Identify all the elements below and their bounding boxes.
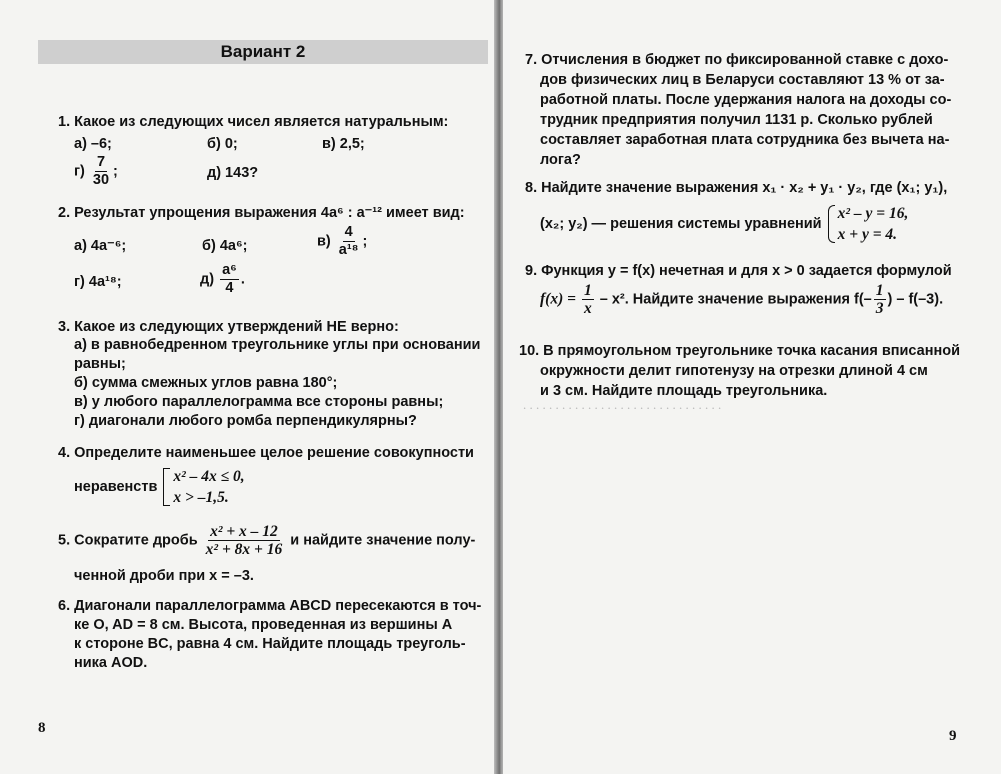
q3-option-g: г) диагонали любого ромба перпендикулярны?	[74, 413, 417, 429]
q1-option-b: б) 0;	[207, 136, 238, 152]
q1-option-a: а) –6;	[74, 136, 112, 152]
question-1: 1. Какое из следующих чисел является натуральным:	[58, 114, 449, 130]
q5-prefix: 5. Сократите дробь	[58, 532, 198, 549]
q3-option-a-line1: а) в равнобедренном треугольнике углы при основании	[74, 337, 481, 353]
q4-system	[74, 466, 245, 508]
q1-g-suffix: ;	[113, 163, 118, 180]
q2-d-numerator: a⁶	[222, 262, 237, 278]
q4-bracket-system	[161, 466, 244, 508]
question-10-line-3: и 3 см. Найдите площадь треугольника.	[540, 383, 828, 399]
q9-fraction-2	[874, 282, 886, 317]
q5-denominator: x² + 8x + 16	[205, 541, 283, 558]
question-5	[58, 523, 475, 558]
q9-f1-numerator: 1	[583, 282, 592, 299]
question-6-line-2: ке O, AD = 8 см. Высота, проведенная из вершины A	[74, 617, 453, 633]
question-6-line-1: 6. Диагонали параллелограмма ABCD пересекаются в точ-	[58, 598, 482, 614]
q9-f-prefix: f(x) =	[540, 290, 576, 308]
question-4: 4. Определите наименьшее целое решение совокупности	[58, 445, 474, 461]
q9-f2-denominator: 3	[875, 300, 884, 317]
question-7-line-6: лога?	[540, 152, 581, 168]
q9-f-suffix: ) – f(–3).	[887, 291, 944, 308]
question-10-line-2: окружности делит гипотенузу на отрезки длиной 4 см	[540, 363, 928, 379]
q2-d-denominator: 4	[225, 280, 234, 296]
q9-f2-numerator: 1	[875, 282, 884, 299]
question-7-line-1: 7. Отчисления в бюджет по фиксированной ставке с дохо-	[525, 52, 949, 68]
q2-v-fraction	[337, 224, 361, 259]
question-8-line-1: 8. Найдите значение выражения x₁ · x₂ + y₁ · y₂, где (x₁; y₁),	[525, 180, 948, 196]
question-2: 2. Результат упрощения выражения 4a⁶ : a⁻¹² имеет вид:	[58, 205, 465, 221]
q8-line-2-text: (x₂; y₂) — решения системы уравнений	[540, 216, 822, 232]
q2-d-suffix: .	[240, 271, 245, 288]
question-10-line-1: 10. В прямоугольном треугольнике точка касания вписанной	[519, 343, 961, 359]
page-number-right: 9	[949, 728, 957, 744]
q2-v-label: в)	[317, 233, 331, 250]
q2-option-a: а) 4a⁻⁶;	[74, 238, 127, 254]
q1-option-g	[74, 154, 118, 189]
q5-numerator: x² + x – 12	[210, 523, 278, 540]
question-7-line-5: составляет заработная плата сотрудника без вычета на-	[540, 132, 950, 148]
q1-option-v: в) 2,5;	[322, 136, 365, 152]
question-7-line-4: трудник предприятия получил 1131 р. Сколько рублей	[540, 112, 933, 128]
q3-option-a-line2: равны;	[74, 356, 126, 372]
q2-option-v	[317, 224, 367, 259]
q8-eq-2: x + y = 4.	[837, 226, 898, 243]
q2-d-fraction	[220, 262, 239, 297]
q1-option-g-fraction	[91, 154, 111, 189]
q2-option-d	[200, 262, 245, 297]
variant-header	[38, 40, 488, 64]
question-9-line-2	[540, 282, 943, 317]
question-7-line-3: работной платы. После удержания налога на доходы со-	[540, 92, 952, 108]
bleed-through-text: . . . . . . . . . . . . . . . . . . . . . . . . . . . . . . .	[523, 397, 722, 412]
q5-fraction	[204, 523, 285, 558]
question-7-line-2: дов физических лиц в Беларуси составляют 13 % от за-	[540, 72, 945, 88]
q9-fraction-1	[582, 282, 594, 317]
q8-equation-system	[826, 203, 909, 245]
q2-option-g: г) 4a¹⁸;	[74, 274, 122, 290]
left-page	[0, 0, 497, 774]
q2-d-label: д)	[200, 271, 215, 288]
q1-option-d: д) 143?	[207, 165, 259, 181]
q2-v-suffix: ;	[362, 233, 368, 250]
q3-option-v: в) у любого параллелограмма все стороны равны;	[74, 394, 444, 410]
question-3: 3. Какое из следующих утверждений НЕ верно:	[58, 319, 399, 335]
question-6-line-3: к стороне BC, равна 4 см. Найдите площадь треуголь-	[74, 636, 466, 652]
q5-suffix: и найдите значение полу-	[290, 532, 476, 549]
q8-eq-1: x² – y = 16,	[837, 205, 909, 222]
q4-label: неравенств	[74, 479, 158, 495]
q4-line-1: x² – 4x ≤ 0,	[173, 468, 245, 485]
question-6-line-4: ника AOD.	[74, 655, 148, 671]
q1-g-numerator: 7	[96, 154, 106, 170]
q1-option-g-label: г)	[74, 163, 85, 180]
question-9-line-1: 9. Функция y = f(x) нечетная и для x > 0 задается формулой	[525, 263, 952, 279]
q5-line-2: ченной дроби при x = –3.	[74, 568, 254, 584]
variant-title: Вариант 2	[220, 42, 306, 61]
question-8-line-2	[540, 203, 908, 245]
q2-v-numerator: 4	[344, 224, 353, 240]
right-page	[503, 0, 1001, 774]
q1-g-denominator: 30	[92, 172, 110, 188]
q9-f1-denominator: x	[583, 300, 592, 317]
q4-line-2: x > –1,5.	[173, 489, 229, 506]
page-number-left: 8	[38, 720, 46, 736]
q9-f-middle: – x². Найдите значение выражения f(–	[599, 291, 872, 308]
q2-option-b: б) 4a⁶;	[202, 238, 248, 254]
q3-option-b: б) сумма смежных углов равна 180°;	[74, 375, 338, 391]
q2-v-denominator: a¹⁸	[338, 242, 359, 258]
